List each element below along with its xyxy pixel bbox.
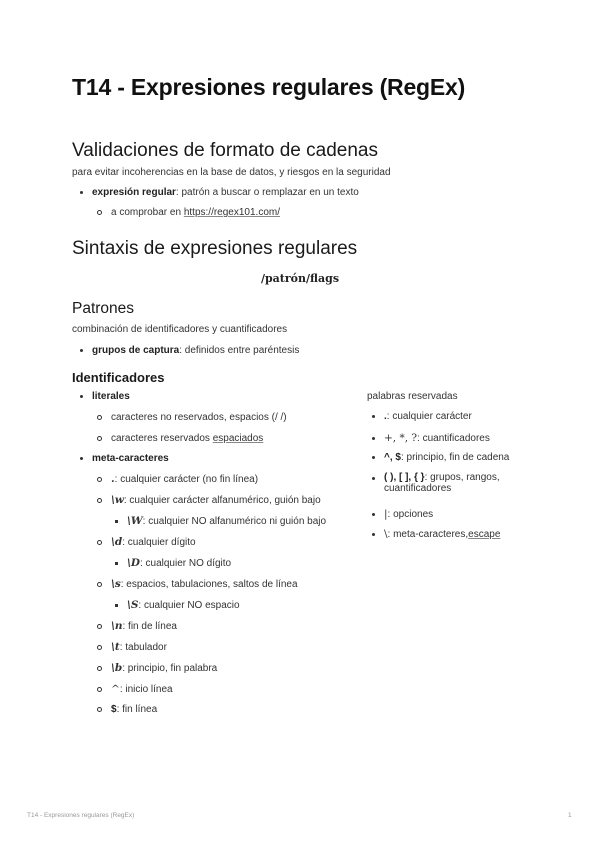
text: : principio, fin de cadena: [400, 452, 510, 463]
circle-bullet-icon: [97, 582, 102, 587]
symbol: .: [384, 411, 387, 422]
list-item: [372, 432, 490, 444]
bullet-icon: [372, 456, 375, 459]
section-heading-sintaxis: Sintaxis de expresiones regulares: [72, 238, 358, 259]
circle-bullet-icon: [97, 645, 102, 650]
text: : cuantificadores: [417, 432, 490, 444]
subsection-heading-patrones: Patrones: [72, 300, 135, 317]
text: : cualquier NO alfanumérico ni guión bajo: [142, 515, 327, 527]
text: a comprobar en: [111, 207, 182, 218]
list-item: [115, 515, 326, 527]
list-item: [97, 494, 321, 506]
underlined-term: escape: [468, 528, 501, 540]
list-item: [372, 472, 500, 494]
circle-bullet-icon: [97, 666, 102, 671]
symbol: ^, $: [384, 452, 401, 463]
circle-bullet-icon: [97, 415, 102, 420]
regex101-link[interactable]: https://regex101.com/: [183, 207, 280, 218]
symbol: \: [384, 528, 388, 540]
square-bullet-icon: [115, 520, 118, 523]
symbol: |: [384, 508, 388, 520]
text: : opciones: [387, 508, 434, 520]
text: : cualquier dígito: [122, 536, 196, 548]
circle-bullet-icon: [97, 687, 102, 692]
symbol: ( ), [ ], { }: [384, 472, 425, 483]
subsection-heading-identificadores: Identificadores: [72, 370, 165, 385]
text: : principio, fin palabra: [122, 662, 218, 674]
list-item: [97, 683, 173, 695]
formula: /patrón/flags: [260, 272, 340, 285]
list-item: [115, 557, 231, 569]
circle-bullet-icon: [97, 498, 102, 503]
list-item: [80, 345, 299, 356]
term: literales: [92, 391, 130, 402]
symbol: \d: [111, 536, 123, 548]
list-item: [97, 641, 167, 653]
bullet-icon: [372, 437, 375, 440]
underlined-term: espaciados: [212, 433, 264, 444]
symbol: \n: [111, 620, 123, 632]
list-item: [97, 207, 280, 218]
list-item: [372, 508, 433, 520]
circle-bullet-icon: [97, 477, 102, 482]
list-item: [97, 662, 217, 674]
list-item-meta: [80, 453, 169, 464]
description: : patrón a buscar o remplazar en un texto: [175, 187, 359, 198]
reservadas-heading: palabras reservadas: [367, 391, 458, 402]
page-title: T14 - Expresiones regulares (RegEx): [72, 74, 466, 100]
bullet-icon: [372, 477, 375, 480]
bullet-icon: [372, 415, 375, 418]
circle-bullet-icon: [97, 436, 102, 441]
text: : tabulador: [119, 641, 167, 653]
symbol: .: [111, 473, 115, 485]
term: expresión regular: [92, 187, 176, 198]
bullet-icon: [80, 457, 83, 460]
text: : grupos, rangos,: [424, 472, 500, 483]
list-item: [97, 412, 287, 423]
text: : cualquier NO dígito: [139, 557, 232, 569]
list-item: [97, 433, 263, 444]
text: : espacios, tabulaciones, saltos de línea: [120, 578, 298, 590]
term: meta-caracteres: [92, 453, 169, 464]
bullet-icon: [80, 395, 83, 398]
list-item-literales: [80, 391, 130, 402]
bullet-icon: [80, 191, 83, 194]
section-heading-validaciones: Validaciones de formato de cadenas: [72, 140, 378, 161]
list-item: [372, 528, 500, 540]
text: : cualquier carácter alfanumérico, guión bajo: [123, 494, 321, 506]
text: cuantificadores: [384, 483, 452, 494]
text: : cualquier carácter (no fin línea): [114, 473, 259, 485]
list-item: [372, 452, 509, 463]
list-item: [97, 578, 298, 590]
footer-title: T14 - Expresiones regulares (RegEx): [27, 812, 135, 819]
list-item: [115, 599, 240, 611]
page-number: 1: [568, 812, 572, 819]
text: : fin línea: [116, 704, 158, 715]
text: caracteres no reservados, espacios (/ /): [111, 412, 287, 423]
list-item: [80, 187, 359, 198]
symbol: \W: [127, 515, 143, 527]
symbol: \w: [111, 494, 124, 506]
description: : definidos entre paréntesis: [179, 345, 300, 356]
circle-bullet-icon: [97, 707, 102, 712]
square-bullet-icon: [115, 604, 118, 607]
circle-bullet-icon: [97, 624, 102, 629]
square-bullet-icon: [115, 562, 118, 565]
text: caracteres reservados: [111, 433, 210, 444]
list-item: [97, 473, 258, 485]
text: : fin de línea: [122, 620, 177, 632]
patrones-intro: combinación de identificadores y cuantificadores: [72, 324, 288, 335]
list-item: [372, 411, 472, 422]
bullet-icon: [80, 349, 83, 352]
circle-bullet-icon: [97, 210, 102, 215]
list-item: [97, 704, 157, 715]
text: : meta-caracteres,: [387, 528, 469, 540]
text: : cualquier NO espacio: [138, 599, 240, 611]
symbol: \t: [111, 641, 120, 653]
symbol: \S: [127, 599, 139, 611]
symbol: ^: [111, 683, 120, 695]
symbol: \D: [127, 557, 140, 569]
term: grupos de captura: [92, 345, 180, 356]
symbol: +, *, ?: [384, 432, 418, 444]
text: : inicio línea: [119, 683, 173, 695]
bullet-icon: [372, 513, 375, 516]
symbol: \b: [111, 662, 123, 674]
list-item: [97, 536, 196, 548]
text: : cualquier carácter: [386, 411, 472, 422]
list-item: [97, 620, 177, 632]
section-intro: para evitar incoherencias en la base de datos, y riesgos en la seguridad: [72, 167, 391, 178]
symbol: \s: [111, 578, 121, 590]
symbol: $: [111, 704, 117, 715]
circle-bullet-icon: [97, 540, 102, 545]
bullet-icon: [372, 533, 375, 536]
